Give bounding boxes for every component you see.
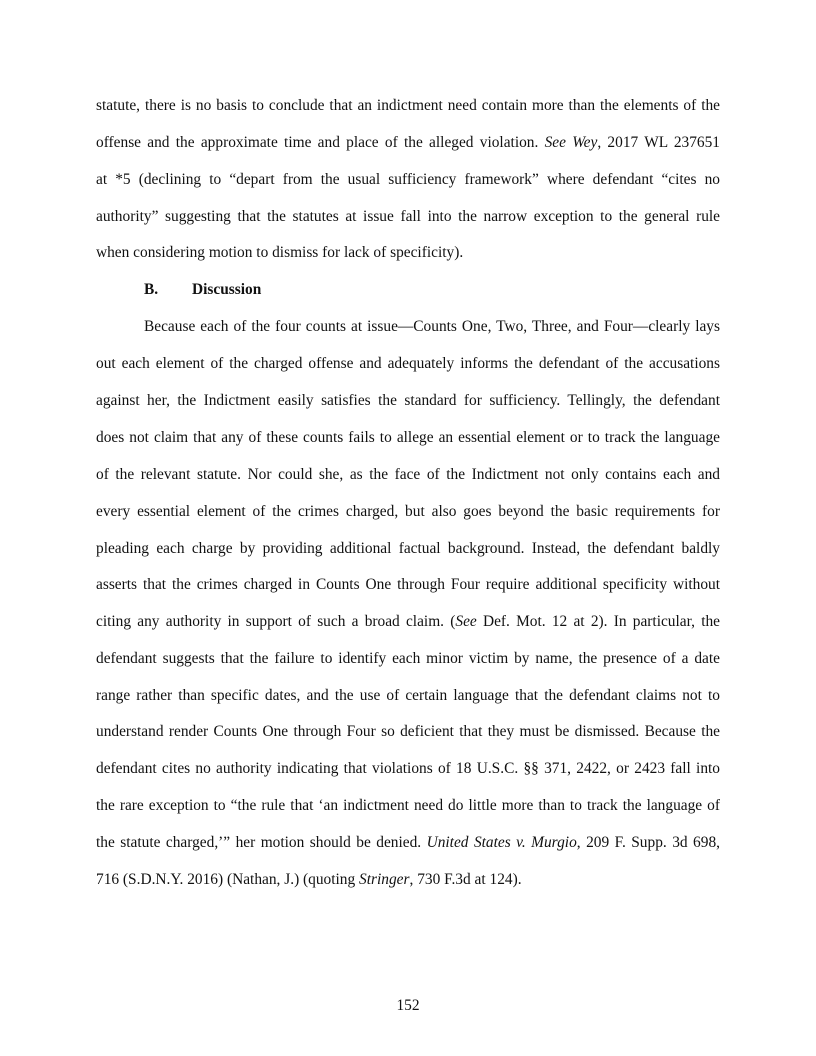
citation-italic: United States v. Murgio: [426, 834, 577, 851]
text-line: the statute charged,’” her motion should be denied. United States v. Murgio, 209 F. Supp. 3d 698,: [96, 834, 720, 851]
text-line: at *5 (declining to “depart from the usual sufficiency framework” where defendant “cites no: [96, 171, 720, 188]
text-line: 716 (S.D.N.Y. 2016) (Nathan, J.) (quoting Stringer, 730 F.3d at 124).: [96, 871, 522, 888]
text-line: statute, there is no basis to conclude that an indictment need contain more than the elements of the: [96, 97, 720, 114]
text-line: understand render Counts One through Four so deficient that they must be dismissed. Because the: [96, 723, 720, 740]
page-number: 152: [396, 997, 420, 1014]
text-line: out each element of the charged offense and adequately informs the defendant of the accusations: [96, 355, 720, 372]
text-line: against her, the Indictment easily satisfies the standard for sufficiency. Tellingly, the defendant: [96, 392, 720, 409]
text-line: range rather than specific dates, and the use of certain language that the defendant claims not to: [96, 687, 720, 704]
text-line: when considering motion to dismiss for lack of specificity).: [96, 244, 464, 261]
text-line: offense and the approximate time and place of the alleged violation. See Wey, 2017 WL 237651: [96, 134, 721, 151]
text-line: does not claim that any of these counts fails to allege an essential element or to track the language: [96, 429, 720, 446]
citation-italic: See Wey: [544, 134, 598, 151]
citation-italic: See: [455, 613, 477, 630]
section-number: B.: [144, 281, 159, 298]
text-line: asserts that the crimes charged in Counts One through Four require additional specificity without: [96, 576, 720, 593]
text-line: defendant cites no authority indicating that violations of 18 U.S.C. §§ 371, 2422, or 2423 fall into: [96, 760, 720, 777]
text-line: pleading each charge by providing additional factual background. Instead, the defendant baldly: [96, 540, 720, 557]
text-line: defendant suggests that the failure to identify each minor victim by name, the presence of a date: [96, 650, 720, 667]
section-heading: Discussion: [192, 281, 262, 298]
text-line: Because each of the four counts at issue—Counts One, Two, Three, and Four—clearly lays: [144, 318, 720, 335]
text-line: authority” suggesting that the statutes at issue fall into the narrow exception to the general rule: [96, 208, 720, 225]
text-line: every essential element of the crimes charged, but also goes beyond the basic requirements for: [96, 503, 720, 520]
text-line: citing any authority in support of such a broad claim. (See Def. Mot. 12 at 2). In particular, the: [96, 613, 720, 630]
text-line: the rare exception to “the rule that ‘an indictment need do little more than to track the language of: [96, 797, 720, 814]
citation-italic: Stringer: [359, 871, 410, 888]
text-line: of the relevant statute. Nor could she, as the face of the Indictment not only contains each and: [96, 466, 720, 483]
